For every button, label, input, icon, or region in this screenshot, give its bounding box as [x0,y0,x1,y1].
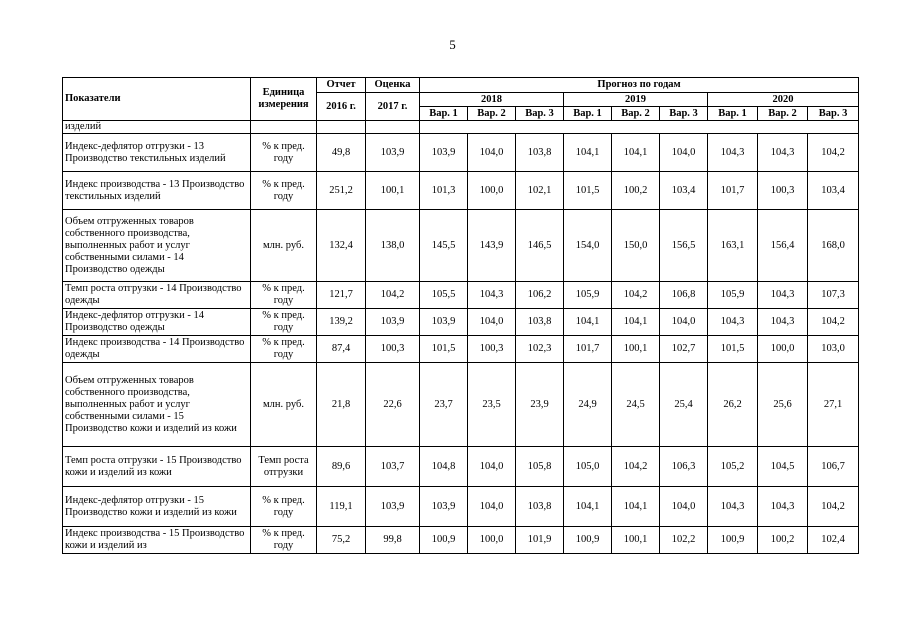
value-cell: 26,2 [708,363,758,447]
indicator-name: Индекс-дефлятор отгрузки - 15 Производство кожи и изделий из кожи [63,487,251,527]
value-cell: 139,2 [317,309,366,336]
indicator-name: Индекс производства - 13 Производство текстильных изделий [63,172,251,210]
table-row [63,282,859,309]
value-cell: 22,6 [366,363,420,447]
header-indicator: Показатели [63,78,251,121]
value-cell: 100,3 [366,336,420,363]
table-row [63,172,859,210]
empty-cell [420,121,859,134]
value-cell: 100,1 [612,336,660,363]
value-cell: 104,3 [468,282,516,309]
table-row [63,134,859,172]
value-cell: 105,9 [708,282,758,309]
value-cell: 103,7 [366,447,420,487]
header-report: Отчет [317,78,366,93]
header-forecast: Прогноз по годам [420,78,859,93]
header-unit: Единица измерения [251,78,317,121]
table-row [63,210,859,282]
header-estimate-year: 2017 г. [366,93,420,121]
value-cell: 121,7 [317,282,366,309]
indicator-name: Объем отгруженных товаров собственного производства, выполненных работ и услуг собственными силами - 15 Производство кожи и изделий из кожи [63,363,251,447]
indicator-name: Индекс-дефлятор отгрузки - 13 Производство текстильных изделий [63,134,251,172]
table-row [63,363,859,447]
header-variant: Вар. 3 [808,107,859,121]
unit-cell: % к пред. году [251,309,317,336]
value-cell: 103,8 [516,134,564,172]
empty-cell [366,121,420,134]
value-cell: 156,4 [758,210,808,282]
value-cell: 100,9 [564,527,612,554]
value-cell: 104,2 [808,309,859,336]
value-cell: 103,9 [420,309,468,336]
value-cell: 101,5 [564,172,612,210]
header-year-2018: 2018 [420,93,564,107]
value-cell: 103,9 [366,134,420,172]
value-cell: 25,6 [758,363,808,447]
value-cell: 251,2 [317,172,366,210]
value-cell: 146,5 [516,210,564,282]
unit-cell: % к пред. году [251,134,317,172]
value-cell: 107,3 [808,282,859,309]
table-row [63,527,859,554]
value-cell: 23,5 [468,363,516,447]
header-variant: Вар. 3 [660,107,708,121]
value-cell: 104,3 [758,134,808,172]
value-cell: 103,8 [516,487,564,527]
value-cell: 104,2 [808,487,859,527]
value-cell: 104,3 [758,282,808,309]
value-cell: 23,9 [516,363,564,447]
empty-cell [317,121,366,134]
value-cell: 163,1 [708,210,758,282]
value-cell: 102,1 [516,172,564,210]
value-cell: 103,9 [420,134,468,172]
empty-cell [251,121,317,134]
value-cell: 105,8 [516,447,564,487]
value-cell: 99,8 [366,527,420,554]
value-cell: 104,5 [758,447,808,487]
value-cell: 103,9 [366,309,420,336]
value-cell: 104,0 [660,487,708,527]
table-row [63,309,859,336]
value-cell: 100,2 [758,527,808,554]
value-cell: 104,0 [468,309,516,336]
value-cell: 25,4 [660,363,708,447]
value-cell: 100,1 [612,527,660,554]
value-cell: 101,7 [708,172,758,210]
value-cell: 104,2 [366,282,420,309]
value-cell: 102,7 [660,336,708,363]
value-cell: 103,9 [366,487,420,527]
value-cell: 27,1 [808,363,859,447]
value-cell: 106,7 [808,447,859,487]
value-cell: 101,3 [420,172,468,210]
value-cell: 102,3 [516,336,564,363]
value-cell: 104,0 [468,134,516,172]
value-cell: 102,4 [808,527,859,554]
value-cell: 132,4 [317,210,366,282]
value-cell: 104,2 [612,282,660,309]
header-report-year: 2016 г. [317,93,366,121]
value-cell: 101,7 [564,336,612,363]
value-cell: 100,9 [420,527,468,554]
value-cell: 168,0 [808,210,859,282]
header-variant: Вар. 1 [708,107,758,121]
value-cell: 87,4 [317,336,366,363]
forecast-table [62,77,859,554]
value-cell: 24,5 [612,363,660,447]
value-cell: 104,3 [758,309,808,336]
value-cell: 104,8 [420,447,468,487]
header-variant: Вар. 1 [420,107,468,121]
value-cell: 103,8 [516,309,564,336]
header-variant: Вар. 2 [612,107,660,121]
value-cell: 100,9 [708,527,758,554]
table-row [63,447,859,487]
value-cell: 24,9 [564,363,612,447]
unit-cell: млн. руб. [251,210,317,282]
value-cell: 23,7 [420,363,468,447]
table-row [63,336,859,363]
value-cell: 145,5 [420,210,468,282]
value-cell: 150,0 [612,210,660,282]
value-cell: 105,0 [564,447,612,487]
header-variant: Вар. 2 [468,107,516,121]
value-cell: 75,2 [317,527,366,554]
header-estimate: Оценка [366,78,420,93]
value-cell: 101,5 [708,336,758,363]
indicator-name: Индекс-дефлятор отгрузки - 14 Производство одежды [63,309,251,336]
value-cell: 106,8 [660,282,708,309]
value-cell: 104,1 [612,134,660,172]
value-cell: 104,3 [758,487,808,527]
value-cell: 100,2 [612,172,660,210]
value-cell: 103,0 [808,336,859,363]
value-cell: 143,9 [468,210,516,282]
value-cell: 100,0 [758,336,808,363]
indicator-name: Индекс производства - 14 Производство одежды [63,336,251,363]
table-row [63,487,859,527]
unit-cell: % к пред. году [251,336,317,363]
indicator-name: Объем отгруженных товаров собственного производства, выполненных работ и услуг собственными силами - 14 Производство одежды [63,210,251,282]
value-cell: 104,0 [660,309,708,336]
header-year-2019: 2019 [564,93,708,107]
header-variant: Вар. 3 [516,107,564,121]
value-cell: 49,8 [317,134,366,172]
indicator-name: Темп роста отгрузки - 15 Производство кожи и изделий из кожи [63,447,251,487]
header-variant: Вар. 2 [758,107,808,121]
value-cell: 104,1 [612,309,660,336]
value-cell: 102,2 [660,527,708,554]
value-cell: 103,9 [420,487,468,527]
unit-cell: % к пред. году [251,527,317,554]
value-cell: 105,2 [708,447,758,487]
value-cell: 100,3 [468,336,516,363]
value-cell: 100,1 [366,172,420,210]
value-cell: 104,2 [808,134,859,172]
value-cell: 106,2 [516,282,564,309]
value-cell: 100,0 [468,527,516,554]
unit-cell: млн. руб. [251,363,317,447]
value-cell: 138,0 [366,210,420,282]
value-cell: 101,9 [516,527,564,554]
unit-cell: % к пред. году [251,282,317,309]
value-cell: 104,1 [564,134,612,172]
value-cell: 104,3 [708,309,758,336]
value-cell: 104,1 [564,487,612,527]
unit-cell: % к пред. году [251,172,317,210]
header-year-2020: 2020 [708,93,859,107]
value-cell: 100,3 [758,172,808,210]
value-cell: 104,2 [612,447,660,487]
value-cell: 105,5 [420,282,468,309]
unit-cell: Темп роста отгрузки [251,447,317,487]
value-cell: 104,1 [612,487,660,527]
continuation-cell: изделий [63,121,251,134]
value-cell: 156,5 [660,210,708,282]
value-cell: 104,0 [660,134,708,172]
value-cell: 101,5 [420,336,468,363]
value-cell: 104,0 [468,447,516,487]
value-cell: 103,4 [808,172,859,210]
value-cell: 103,4 [660,172,708,210]
value-cell: 105,9 [564,282,612,309]
value-cell: 106,3 [660,447,708,487]
value-cell: 104,3 [708,487,758,527]
value-cell: 104,0 [468,487,516,527]
header-variant: Вар. 1 [564,107,612,121]
value-cell: 154,0 [564,210,612,282]
value-cell: 104,3 [708,134,758,172]
value-cell: 119,1 [317,487,366,527]
value-cell: 89,6 [317,447,366,487]
indicator-name: Индекс производства - 15 Производство кожи и изделий из [63,527,251,554]
page-number: 5 [449,37,456,52]
value-cell: 100,0 [468,172,516,210]
unit-cell: % к пред. году [251,487,317,527]
indicator-name: Темп роста отгрузки - 14 Производство одежды [63,282,251,309]
value-cell: 21,8 [317,363,366,447]
value-cell: 104,1 [564,309,612,336]
